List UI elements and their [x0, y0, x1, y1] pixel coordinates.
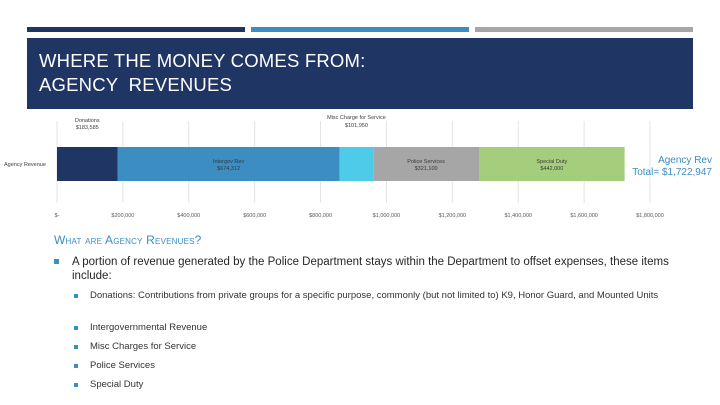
x-tick-label: $1,200,000 — [438, 213, 467, 219]
sub-bullet-item — [74, 290, 658, 302]
segment-name-label: Donations — [74, 118, 100, 124]
x-tick-label: $- — [54, 213, 60, 219]
main-bullet — [54, 255, 674, 283]
accent-bar-grey — [475, 27, 693, 32]
category-label: Agency Revenue — [4, 162, 46, 168]
segment-value-label: $674,312 — [217, 166, 241, 172]
total-label: Agency Rev Total= $1,722,947 — [632, 155, 712, 178]
x-tick-label: $400,000 — [177, 213, 201, 219]
segment-name-label: Special Duty — [536, 159, 568, 165]
segment-value-label: $183,585 — [75, 125, 99, 131]
bullet-marker — [74, 364, 78, 368]
segment-name-label: Intergov Rev — [212, 159, 245, 165]
slide-title-line-2: AGENCY REVENUES — [39, 74, 233, 95]
sub-bullet-text: Donations: Contributions from private groups for a specific purpose, commonly (but not limited to) K9, Honor Guard, and Mounted Units — [90, 290, 659, 301]
x-tick-label: $800,000 — [309, 213, 333, 219]
main-bullet-text: A portion of revenue generated by the Police Department stays within the Department to offset expenses, these items include: — [72, 256, 669, 282]
revenue-bar-chart — [0, 115, 720, 225]
segment-name-label: Misc Charge for Service — [327, 115, 386, 121]
bar-segment — [340, 147, 374, 181]
segment-value-label: $101,950 — [344, 123, 368, 129]
x-tick-label: $1,400,000 — [504, 213, 532, 219]
accent-bar-navy — [27, 27, 245, 32]
sub-bullet-item — [74, 341, 196, 353]
x-tick-label: $1,600,000 — [570, 213, 598, 219]
x-tick-label: $200,000 — [111, 213, 135, 219]
title-band — [27, 38, 693, 109]
sub-bullet-text: Police Services — [90, 360, 155, 371]
x-tick-label: $600,000 — [243, 213, 267, 219]
sub-bullet-item — [74, 360, 155, 372]
sub-bullet-text: Special Duty — [90, 379, 144, 390]
sub-bullet-text: Intergovernmental Revenue — [90, 322, 208, 333]
x-tick-label: $1,800,000 — [636, 213, 664, 219]
sub-bullet-text: Misc Charges for Service — [90, 341, 197, 352]
segment-name-label: Police Services — [407, 159, 445, 165]
slide-title-line-1: WHERE THE MONEY COMES FROM: — [39, 50, 366, 71]
segment-value-label: $321,100 — [414, 166, 438, 172]
bullet-marker — [54, 259, 59, 264]
sub-bullet-item — [74, 379, 143, 391]
bullet-marker — [74, 294, 78, 298]
x-tick-label: $1,000,000 — [372, 213, 401, 219]
accent-bar-blue — [251, 27, 469, 32]
segment-value-label: $442,000 — [540, 166, 564, 172]
bullet-marker — [74, 345, 78, 349]
section-heading: What are Agency Revenues? — [54, 233, 202, 247]
bullet-marker — [74, 326, 78, 330]
sub-bullet-item — [74, 322, 207, 334]
bar-segment — [57, 147, 117, 181]
bullet-marker — [74, 383, 78, 387]
